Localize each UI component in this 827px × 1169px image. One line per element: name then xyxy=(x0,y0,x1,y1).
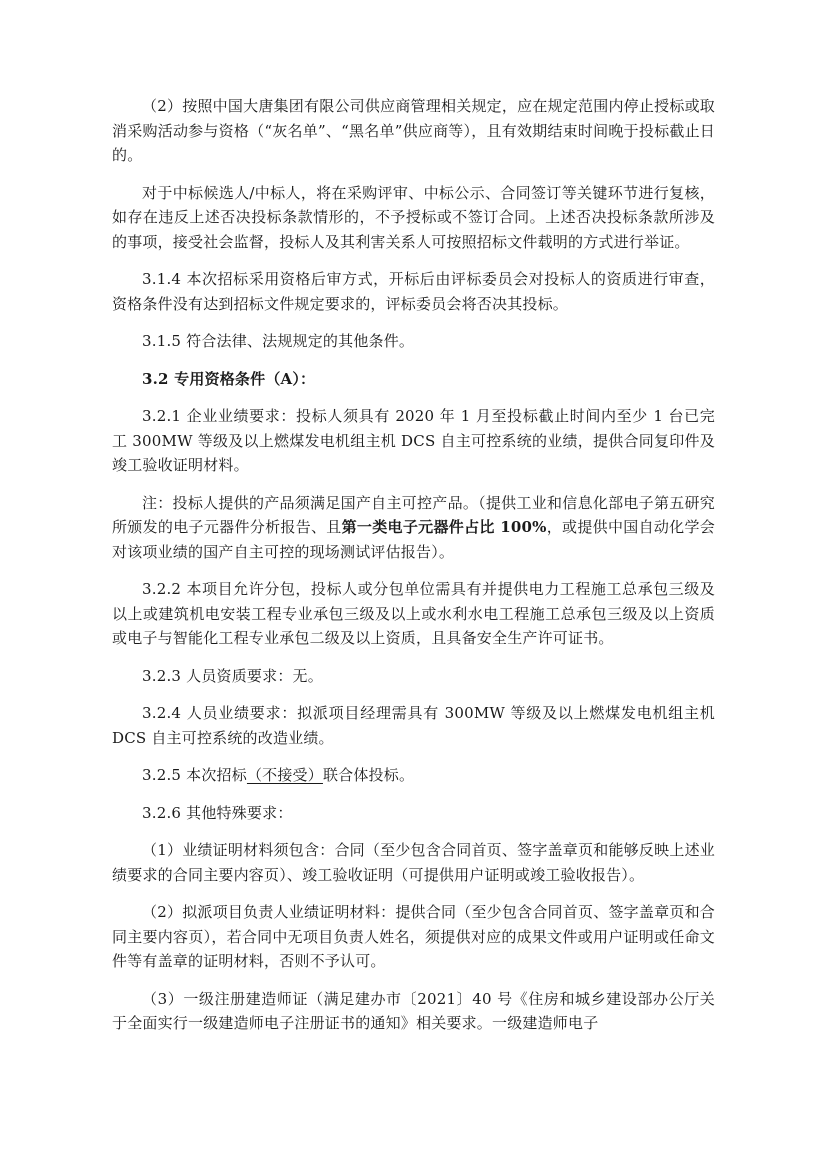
consortium-text-end: 联合体投标。 xyxy=(322,766,415,784)
section-heading-3-2: 3.2 专用资格条件（A）： xyxy=(142,369,316,388)
paragraph-note xyxy=(112,491,715,565)
paragraph-3-2-6: 3.2.6 其他特殊要求： xyxy=(142,803,293,822)
paragraph-3-2-5 xyxy=(112,763,715,788)
paragraph-3-2-3: 3.2.3 人员资质要求：无。 xyxy=(142,666,323,685)
note-text-start: 注：投标人提供的产品须满足国产自主可控产品。（提供工业和信息化部电子第五研究所颁发的电子元器件分析报告、且 xyxy=(112,493,715,536)
consortium-underlined: （不接受） xyxy=(246,766,323,784)
note-bold-text: 第一类电子元器件占比 100% xyxy=(341,518,547,536)
note-text-end: ，或提供中国自动化学会对该项业绩的国产自主可控的现场测试评估报告）。 xyxy=(112,518,715,561)
paragraph-requirement-2: （2）拟派项目负责人业绩证明材料：提供合同（至少包含合同首页、签字盖章页和合同主要内容页），若合同中无项目负责人姓名，须提供对应的成果文件或用户证明或任命文件等有盖章的证明材料，否则不予认可。 xyxy=(112,903,715,970)
consortium-text-start: 3.2.5 本次招标 xyxy=(142,766,247,784)
paragraph-3-2-4: 3.2.4 人员业绩要求：拟派项目经理需具有 300MW 等级及以上燃煤发电机组主机 DCS 自主可控系统的改造业绩。 xyxy=(112,704,715,747)
paragraph-blacklist: （2）按照中国大唐集团有限公司供应商管理相关规定，应在规定范围内停止授标或取消采购活动参与资格（“灰名单”、“黑名单”供应商等），且有效期结束时间晚于投标截止日的。 xyxy=(112,97,715,164)
paragraph-3-2-1: 3.2.1 企业业绩要求：投标人须具有 2020 年 1 月至投标截止时间内至少 1 台已完工 300MW 等级及以上燃煤发电机组主机 DCS 自主可控系统的业绩，提供合同复印件及竣工验收证明材料。 xyxy=(112,407,715,474)
paragraph-requirement-3: （3）一级注册建造师证（满足建办市〔2021〕40 号《住房和城乡建设部办公厅关于全面实行一级建造师电子注册证书的通知》相关要求。一级建造师电子 xyxy=(112,989,715,1032)
paragraph-requirement-1: （1）业绩证明材料须包含：合同（至少包含合同首页、签字盖章页和能够反映上述业绩要求的合同主要内容页）、竣工验收证明（可提供用户证明或竣工验收报告）。 xyxy=(112,841,715,884)
paragraph-3-2-2: 3.2.2 本项目允许分包，投标人或分包单位需具有并提供电力工程施工总承包三级及以上或建筑机电安装工程专业承包三级及以上或水利水电工程施工总承包三级及以上资质或电子与智能化工程专业承包二级及以上资质，且具备安全生产许可证书。 xyxy=(112,580,715,647)
paragraph-3-1-4: 3.1.4 本次招标采用资格后审方式，开标后由评标委员会对投标人的资质进行审查，资格条件没有达到招标文件规定要求的，评标委员会将否决其投标。 xyxy=(112,270,715,313)
paragraph-review: 对于中标候选人/中标人，将在采购评审、中标公示、合同签订等关键环节进行复核，如存在违反上述否决投标条款情形的，不予授标或不签订合同。上述否决投标条款所涉及的事项，接受社会监督，投标人及其利害关系人可按照招标文件载明的方式进行举证。 xyxy=(112,183,715,251)
paragraph-3-1-5: 3.1.5 符合法律、法规规定的其他条件。 xyxy=(142,332,415,350)
